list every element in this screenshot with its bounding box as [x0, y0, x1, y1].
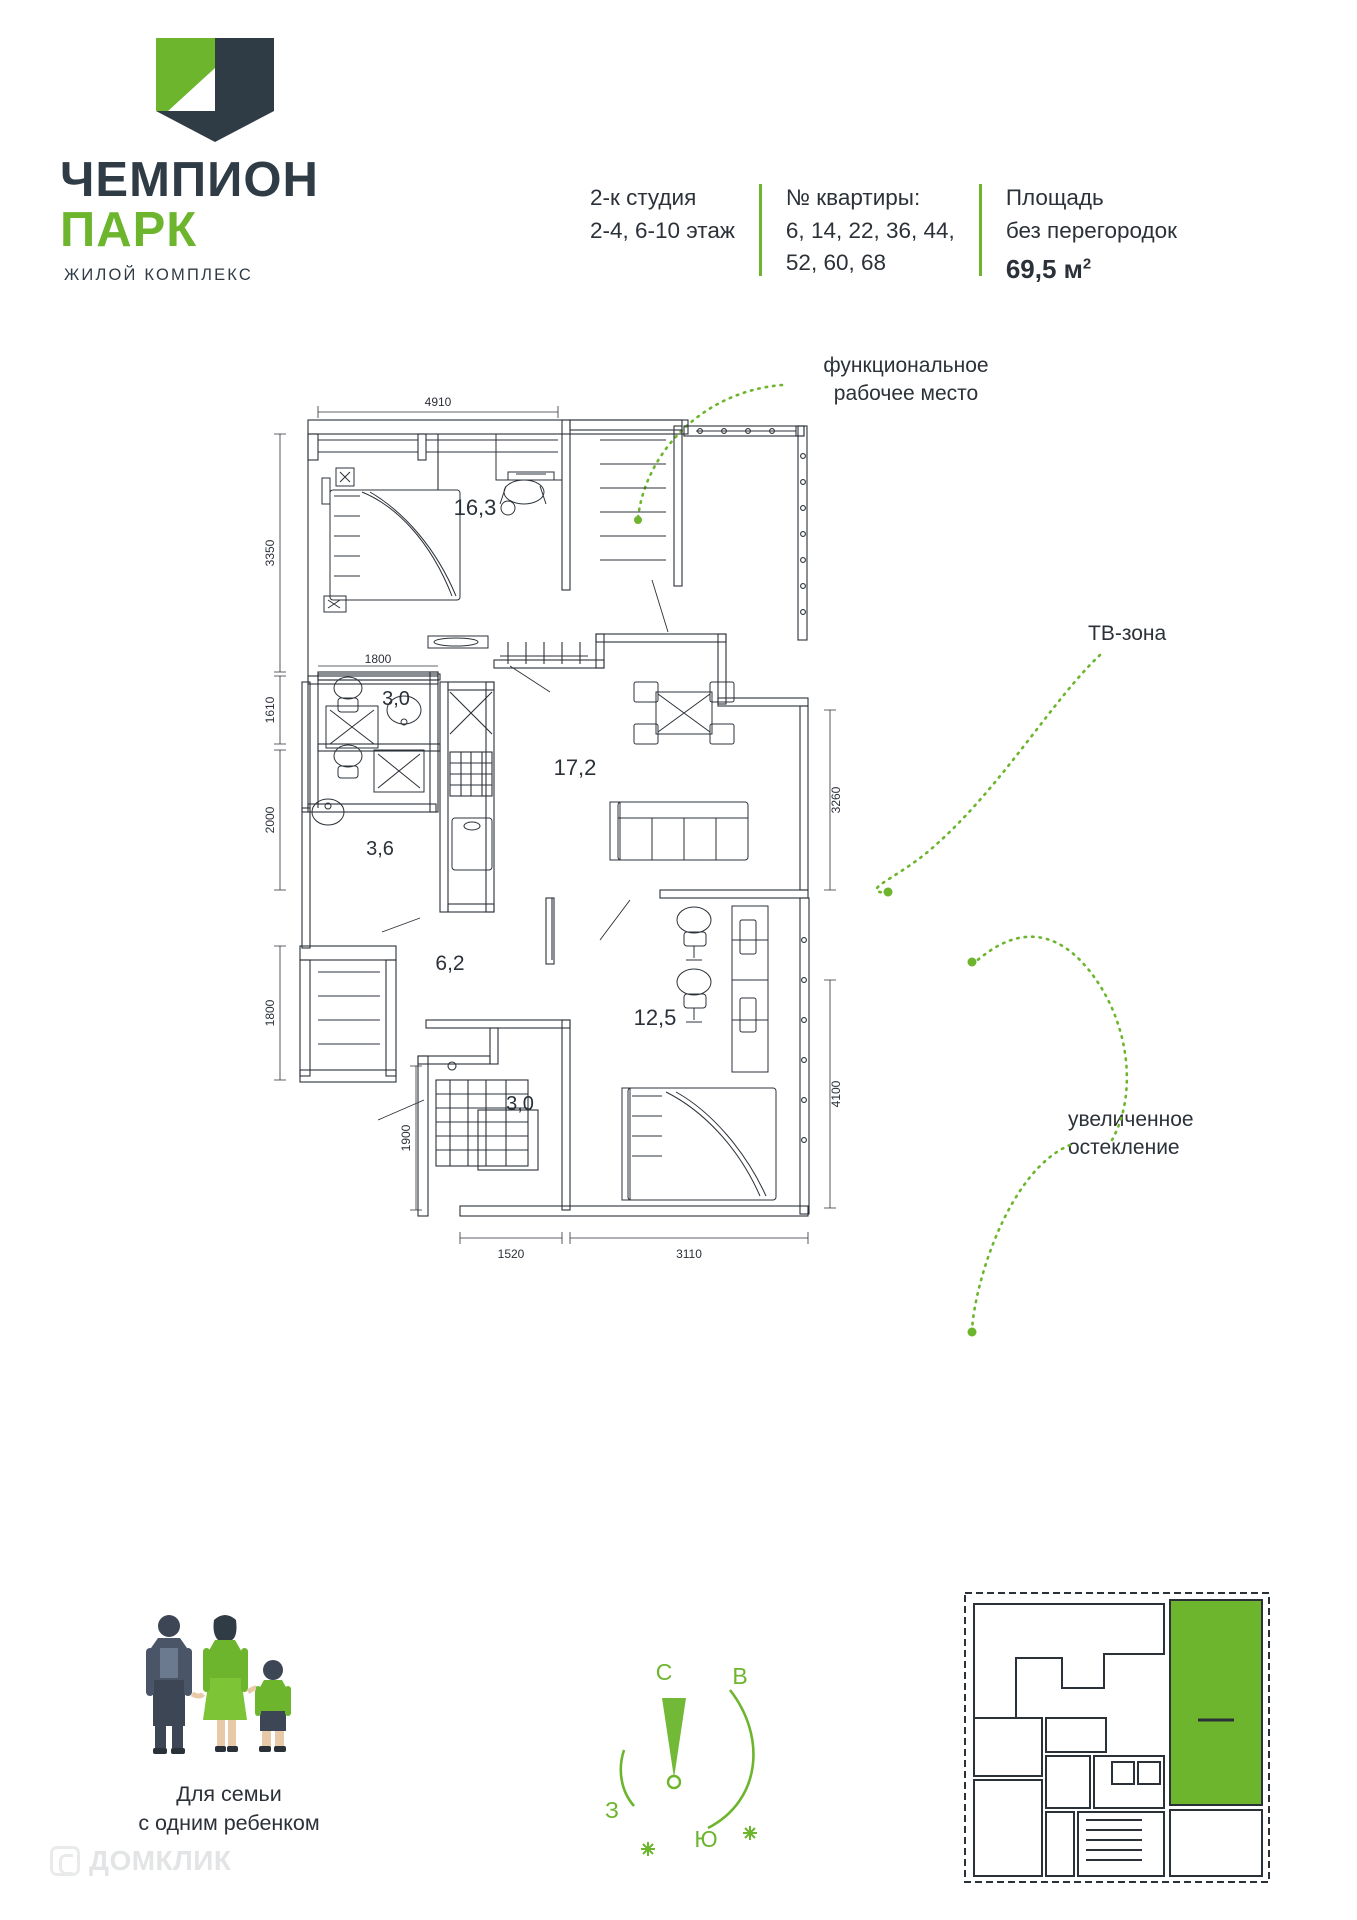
- area-label-hall: 6,2: [435, 952, 465, 975]
- dim-right-1: 3260: [829, 786, 843, 814]
- compass-north: С: [655, 1659, 673, 1685]
- callout-glazing-line2: остекление: [1068, 1135, 1180, 1159]
- dim-left-3: 2000: [263, 806, 277, 834]
- apartment-numbers-cell: [762, 182, 979, 280]
- floor-plan-minimap[interactable]: [962, 1590, 1272, 1885]
- callout-glazing-line1: увеличенное: [1068, 1108, 1194, 1131]
- dim-wardrobe: 1900: [399, 1124, 413, 1152]
- apartment-type-line1: 2-к студия: [590, 185, 697, 210]
- family-caption-line1: Для семьи: [176, 1782, 282, 1806]
- watermark: [50, 1845, 232, 1877]
- dim-top-width: 4910: [424, 395, 452, 409]
- area-label-bathroom-1: 3,0: [382, 688, 410, 710]
- brand-logo: [60, 38, 430, 285]
- dim-bath-width: 1800: [364, 652, 392, 666]
- apartment-type-cell: [590, 182, 759, 247]
- dim-left-2: 1610: [263, 696, 277, 724]
- apartment-numbers-line2: 52, 60, 68: [785, 250, 887, 276]
- floor-plan: [263, 395, 1060, 1490]
- callout-tv-zone: ТВ-зона: [1088, 622, 1167, 645]
- watermark-logo-icon: [50, 1846, 80, 1876]
- apartment-info-bar: [590, 182, 1201, 286]
- brand-name-line2: ПАРК: [60, 202, 198, 257]
- dim-right-2: 4100: [829, 1080, 843, 1108]
- brand-name-line1: ЧЕМПИОН: [60, 153, 319, 207]
- shield-logo-icon: [156, 38, 274, 142]
- compass-icon: [590, 1650, 810, 1870]
- area-label-living: 17,2: [553, 755, 597, 780]
- callout-workspace-line1: функциональное: [823, 354, 989, 377]
- family-caption-line2: с одним ребенком: [138, 1811, 320, 1836]
- area-label-wardrobe: 3,0: [506, 1093, 534, 1115]
- callout-glazing: [1068, 1106, 1194, 1161]
- family-caption: [84, 1780, 374, 1838]
- area-label-bathroom-2: 3,6: [366, 838, 394, 860]
- area-label-bedroom: 16,3: [453, 495, 497, 520]
- area-label-line2: без перегородок: [1005, 217, 1178, 243]
- compass-west: З: [605, 1797, 619, 1823]
- compass-south: Ю: [694, 1826, 718, 1852]
- callout-workspace-line2: рабочее место: [833, 381, 979, 405]
- header: [0, 0, 1357, 330]
- apartment-floors-line: 2-4, 6-10 этаж: [590, 217, 735, 243]
- dim-bottom-2: 3110: [676, 1247, 702, 1261]
- floor-plan-drawing: [263, 395, 1060, 1490]
- area-label-room: 12,5: [633, 1005, 677, 1030]
- apartment-numbers-label: № квартиры:: [785, 185, 921, 210]
- brand-subtitle: ЖИЛОЙ КОМПЛЕКС: [64, 265, 254, 284]
- floor-plan-minimap-icon[interactable]: [962, 1590, 1272, 1885]
- dim-left-4: 1800: [263, 999, 277, 1027]
- family-info: [84, 1608, 374, 1838]
- family-figures-icon: [129, 1608, 329, 1768]
- compass-east: В: [732, 1663, 748, 1689]
- apartment-area-cell: [982, 182, 1201, 289]
- compass: [590, 1650, 810, 1870]
- apartment-numbers-line1: 6, 14, 22, 36, 44,: [785, 217, 955, 243]
- dim-left-1: 3350: [263, 539, 277, 567]
- area-value: 69,5 $м^2$: [1005, 254, 1092, 285]
- dim-bottom-1: 1520: [497, 1247, 525, 1261]
- watermark-text: ДОМКЛИК: [89, 1845, 232, 1876]
- callout-workspace: [786, 352, 1026, 407]
- area-label-line1: Площадь: [1005, 185, 1104, 210]
